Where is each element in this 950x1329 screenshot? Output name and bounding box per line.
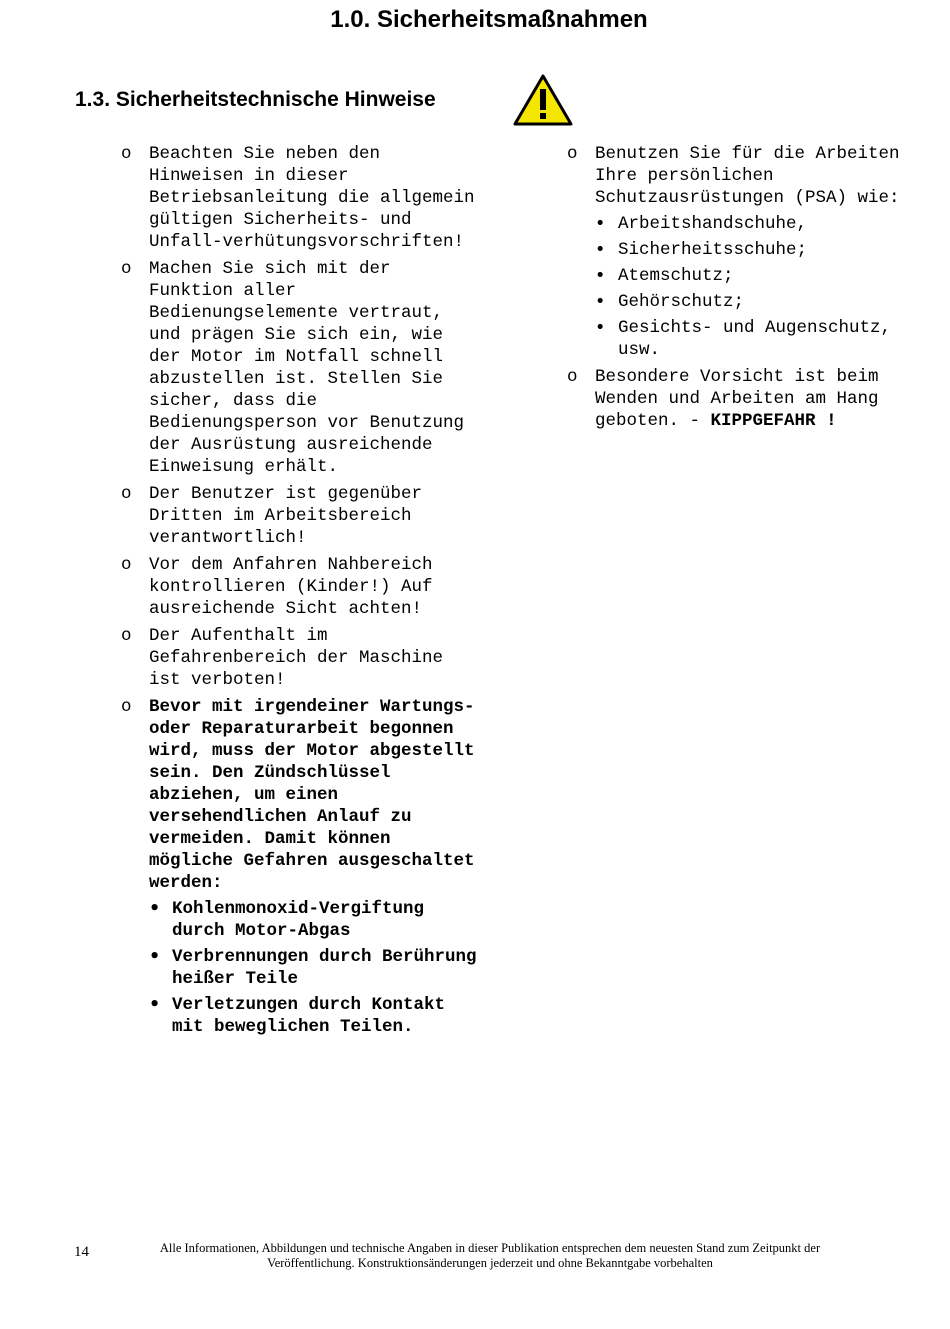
bullet-text: Gehörschutz; [618,292,745,312]
bullet-item [595,213,927,235]
bullet-item [149,898,481,942]
item-text: Der Aufenthalt im Gefahrenbereich der Maschine ist verboten! [149,626,444,690]
list-item [121,554,481,620]
bullet-dot: • [595,240,606,260]
bullet-text: Gesichts- und Augenschutz, usw. [618,318,892,360]
slope-warning-item [567,366,927,432]
warning-triangle-icon [513,74,573,126]
bullet-text: Atemschutz; [618,266,734,286]
list-item [121,143,481,253]
bullet-item [595,317,927,361]
hazard-list [149,898,481,1038]
bullet-dot: • [595,292,606,312]
item-marker: o [567,367,578,387]
item-marker: o [121,144,132,164]
item-marker: o [121,626,132,646]
right-column [567,143,927,437]
page-number: 14 [74,1244,89,1260]
bullet-item [149,946,481,990]
tipping-hazard-text: KIPPGEFAHR ! [710,411,837,431]
item-marker: o [121,555,132,575]
list-item [121,625,481,691]
item-text: Der Benutzer ist gegenüber Dritten im Arbeitsbereich verantwortlich! [149,484,423,548]
item-text: Machen Sie sich mit der Funktion aller Bedienungselemente vertraut, und prägen Sie sich ein, wie der Motor im Notfall schnell abzustellen ist. Stellen Sie sicher, dass die Bedienungsperson vor Benutzung der Ausrüstung ausreichende Einweisung erhält. [149,259,465,477]
bullet-item [149,994,481,1038]
bullet-text: Kohlenmonoxid-Vergiftung durch Motor-Abgas [172,899,425,941]
footer-disclaimer: Alle Informationen, Abbildungen und technische Angaben in dieser Publikation entsprechen dem neuesten Stand zum Zeitpunkt der Veröffentlichung. Konstruktionsänderungen jederzeit und ohne Bekanntgabe vorbehalten [159,1241,821,1270]
list-item [121,483,481,549]
list-item [121,258,481,478]
page-title: 1.0. Sicherheitsmaßnahmen [330,6,648,33]
bullet-dot: • [595,318,606,338]
item-text: Benutzen Sie für die Arbeiten Ihre persönlichen Schutzausrüstungen (PSA) wie: [595,144,900,208]
item-text: Besondere Vorsicht ist beim Wenden und Arbeiten am Hang geboten. - [595,367,879,431]
item-marker: o [121,697,132,717]
item-text: Beachten Sie neben den Hinweisen in dieser Betriebsanleitung die allgemein gültigen Sicherheits- und Unfall-verhütungsvorschriften! [149,144,475,252]
bullet-text: Arbeitshandschuhe, [618,214,808,234]
ppe-list [595,213,927,361]
bullet-item [595,265,927,287]
left-column [121,143,481,1043]
bullet-dot: • [149,995,161,1015]
item-marker: o [121,484,132,504]
item-text: Bevor mit irgendeiner Wartungs- oder Reparaturarbeit begonnen wird, muss der Motor abgestellt sein. Den Zündschlüssel abziehen, um einen versehendlichen Anlauf zu vermeiden. Damit können mögliche Gefahren ausgeschaltet werden: [149,697,475,893]
item-marker: o [121,259,132,279]
section-title: 1.3. Sicherheitstechnische Hinweise [75,88,436,111]
ppe-item [567,143,927,361]
bullet-text: Verletzungen durch Kontakt mit beweglichen Teilen. [172,995,446,1037]
bullet-dot: • [149,899,161,919]
bullet-dot: • [595,214,606,234]
bullet-dot: • [595,266,606,286]
bullet-dot: • [149,947,161,967]
bullet-item [595,239,927,261]
maintenance-warning-item [121,696,481,1038]
bullet-text: Sicherheitsschuhe; [618,240,808,260]
bullet-item [595,291,927,313]
item-marker: o [567,144,578,164]
item-text: Vor dem Anfahren Nahbereich kontrollieren (Kinder!) Auf ausreichende Sicht achten! [149,555,433,619]
bullet-text: Verbrennungen durch Berührung heißer Teile [172,947,477,989]
